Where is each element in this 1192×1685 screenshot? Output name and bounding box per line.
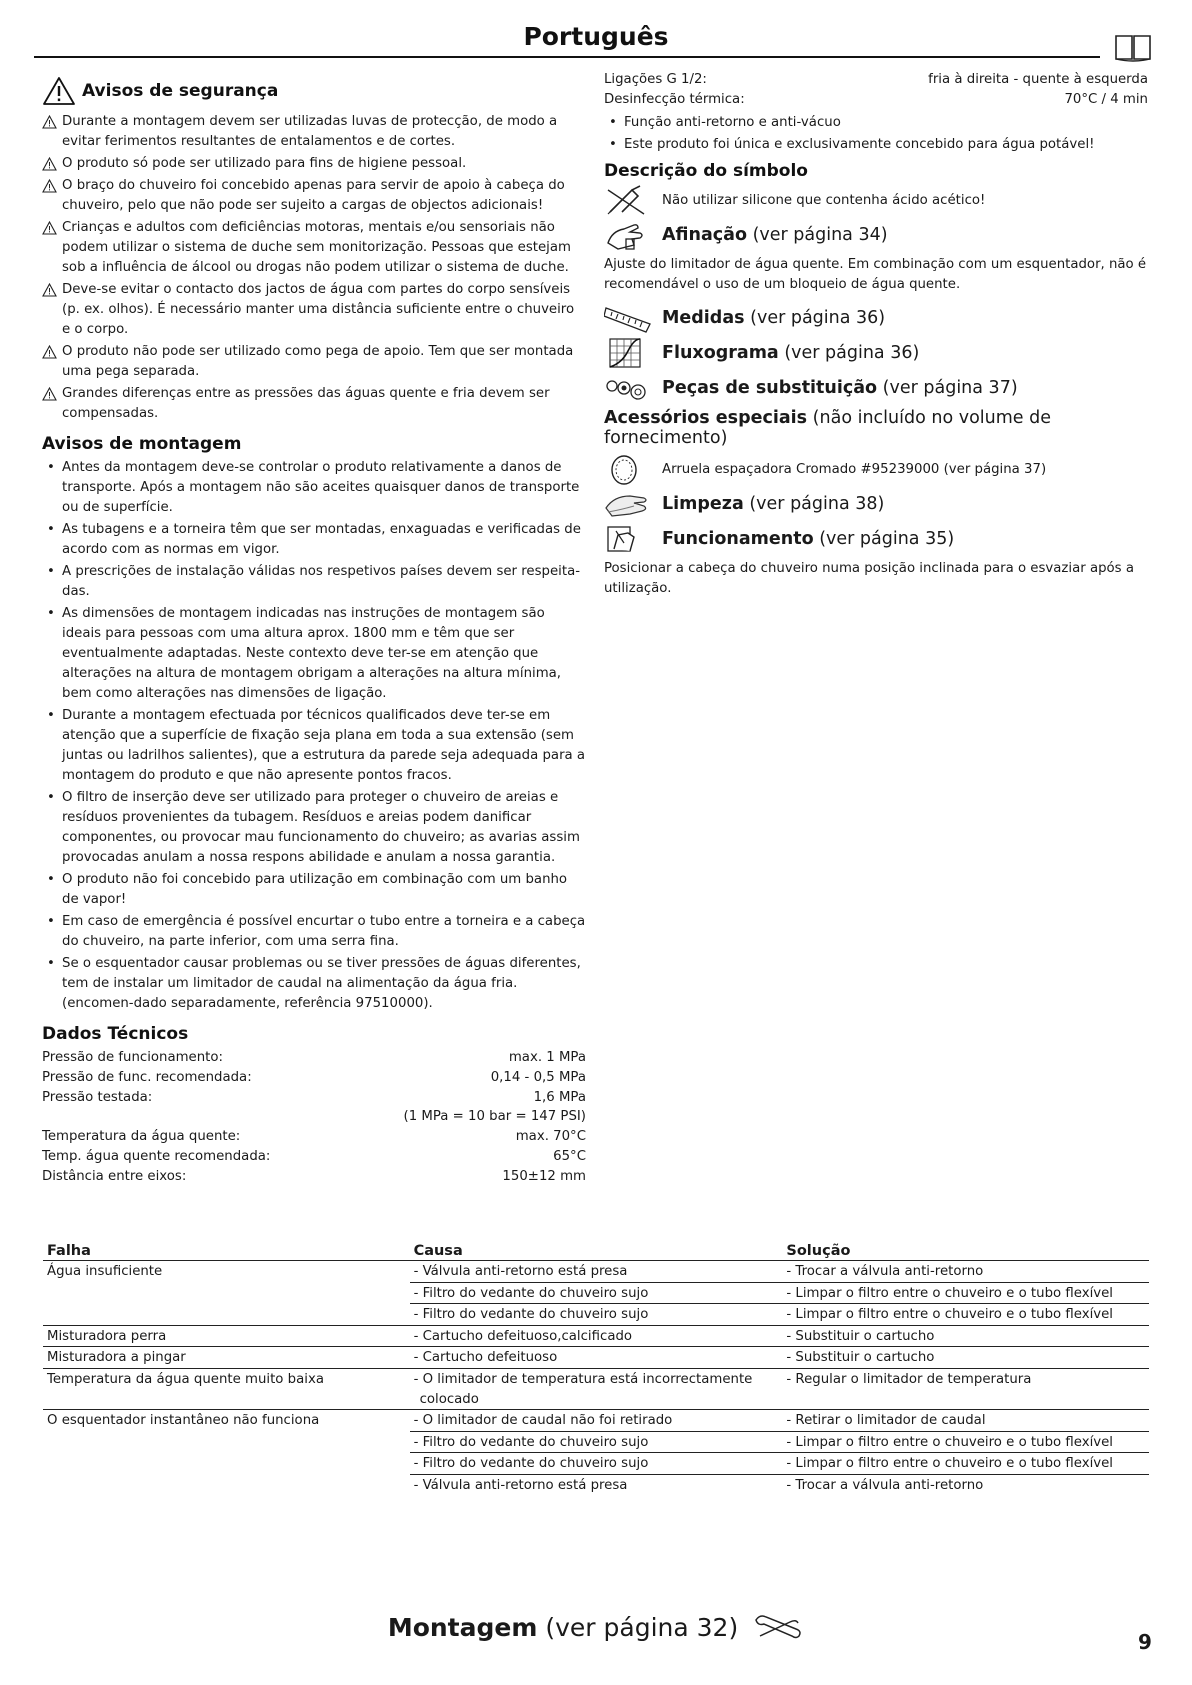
safety-item: O produto só pode ser utilizado para fins de higiene pessoal. (42, 154, 586, 174)
pecas-ref: (ver página 37) (882, 378, 1018, 399)
pecas-row (604, 371, 1148, 406)
afinacao-ref: (ver página 34) (752, 225, 888, 246)
safety-item: O produto não pode ser utilizado como pega de apoio. Tem que ser montada uma pega separada. (42, 342, 586, 382)
safety-item: Grandes diferenças entre as pressões das águas quente e fria devem ser compensadas. (42, 384, 586, 424)
fluxograma-ref: (ver página 36) (784, 343, 920, 364)
cause-cell: - Filtro do vedante do chuveiro sujo (410, 1282, 783, 1304)
fault-cell (43, 1431, 410, 1453)
funcionamento-ref: (ver página 35) (819, 529, 955, 550)
silicone-text: Não utilizar silicone que contenha ácido acético! (662, 192, 986, 208)
warning-icon (42, 157, 57, 171)
ruler-icon (604, 302, 652, 334)
acessorios-title: Acessórios especiais (604, 407, 808, 428)
funcionamento-title: Funcionamento (662, 529, 814, 550)
afinacao-text: Ajuste do limitador de água quente. Em combinação com um esquentador, não é recomendável o uso de um bloqueio de água quente. (604, 256, 1147, 292)
table-row (43, 1368, 1149, 1409)
medidas-row (604, 301, 1148, 336)
cause-cell: - O limitador de caudal não foi retirado (410, 1410, 783, 1432)
spec-row: Pressão de func. recomendada: 0,14 - 0,5 MPa (42, 1069, 586, 1085)
funcionamento-text: Posicionar a cabeça do chuveiro numa posição inclinada para o esvaziar após a utilização. (604, 560, 1134, 596)
spec-row: Pressão testada: 1,6 MPa (42, 1089, 586, 1105)
limpeza-ref: (ver página 38) (749, 494, 885, 515)
fault-table (43, 1240, 1149, 1496)
tech-heading: Dados Técnicos (42, 1024, 189, 1044)
adjust-hand-icon (604, 219, 652, 251)
fault-cell (43, 1453, 410, 1475)
warning-icon (42, 115, 57, 129)
solution-cell: - Substituir o cartucho (782, 1325, 1149, 1347)
warning-icon (42, 283, 57, 297)
tech-bullet: • Função anti-retorno e anti-vácuo (604, 113, 1148, 133)
fault-cell (43, 1304, 410, 1326)
pecas-title: Peças de substituição (662, 378, 878, 399)
tech-bullet: • Este produto foi única e exclusivamente concebido para água potável! (604, 135, 1148, 155)
fluxograma-title: Fluxograma (662, 343, 779, 364)
warning-icon (42, 76, 76, 106)
medidas-title: Medidas (662, 308, 745, 329)
assembly-item: • Antes da montagem deve-se controlar o produto relativamente a danos de transporte. Após a montagem não são aceites quaisquer danos de transporte ou de superfície. (42, 458, 586, 518)
arruela-text: Arruela espaçadora Cromado #95239000 (ver página 37) (662, 461, 1047, 477)
silicone-row (604, 183, 1148, 218)
spec-row: (1 MPa = 10 bar = 147 PSI) (403, 1109, 586, 1125)
afinacao-title: Afinação (662, 225, 747, 246)
fault-cell (43, 1474, 410, 1495)
page-number: 9 (1138, 1630, 1152, 1654)
column-header: Falha (43, 1240, 410, 1261)
table-row (43, 1282, 1149, 1304)
fault-cell: O esquentador instantâneo não funciona (47, 1413, 320, 1429)
cause-cell: - Filtro do vedante do chuveiro sujo (410, 1431, 783, 1453)
footer-assembly-ref (0, 1612, 1192, 1642)
assembly-item: • O filtro de inserção deve ser utilizado para proteger o chuveiro de areias e resíduos provenientes da tubagem. Resíduos e areias podem danificar componentes, ou provocar mau funcionamento do chuveiro; as avarias assim provocadas anulam a nossa respons abilidade e anulam a nossa garantia. (42, 788, 586, 868)
fault-header-row (43, 1240, 1149, 1261)
solution-cell: - Limpar o filtro entre o chuveiro e o tubo flexível (782, 1282, 1149, 1304)
assembly-list (42, 458, 586, 1014)
fault-cell: Misturadora a pingar (43, 1347, 410, 1369)
column-header: Causa (410, 1240, 783, 1261)
safety-heading-row (42, 74, 586, 108)
fluxograma-row (604, 336, 1148, 371)
cause-cell: - O limitador de temperatura está incorrectamente colocado (410, 1368, 783, 1409)
table-row (43, 1304, 1149, 1326)
safety-heading: Avisos de segurança (82, 81, 279, 101)
table-row (43, 1453, 1149, 1475)
tech-specs (42, 1048, 586, 1187)
safety-item: O braço do chuveiro foi concebido apenas para servir de apoio à cabeça do chuveiro, pelo que não pode ser sujeito a cargas de objectos adicionais! (42, 176, 586, 216)
table-row (43, 1261, 1149, 1283)
spacer-washer-icon (604, 453, 652, 485)
table-row (43, 1431, 1149, 1453)
spare-parts-icon (604, 372, 652, 404)
warning-icon (42, 345, 57, 359)
acessorios-row (604, 408, 1148, 448)
table-row (43, 1347, 1149, 1369)
safety-item: Deve-se evitar o contacto dos jactos de água com partes do corpo sensíveis (p. ex. olhos). É necessário manter uma distância suficiente entre o chuveiro e o corpo. (42, 280, 586, 340)
limpeza-title: Limpeza (662, 494, 744, 515)
right-column (604, 70, 1148, 605)
solution-cell: - Limpar o filtro entre o chuveiro e o tubo flexível (782, 1453, 1149, 1475)
cause-cell: - Cartucho defeituoso (410, 1347, 783, 1369)
solution-cell: - Limpar o filtro entre o chuveiro e o tubo flexível (782, 1304, 1149, 1326)
solution-cell: - Retirar o limitador de caudal (782, 1410, 1149, 1432)
assembly-item: • O produto não foi concebido para utilização em combinação com um banho de vapor! (42, 870, 586, 910)
assembly-item: • Se o esquentador causar problemas ou se tiver pressões de águas diferentes, tem de instalar um limitador de caudal na alimentação da água fria. (encomen-dado separadamente, referência 97510000). (42, 954, 586, 1014)
cause-cell: - Filtro do vedante do chuveiro sujo (410, 1304, 783, 1326)
safety-item: Durante a montagem devem ser utilizadas luvas de protecção, de modo a evitar ferimentos resultantes de entalamentos e de cortes. (42, 112, 586, 152)
funcionamento-row (604, 522, 1148, 557)
flow-chart-icon (604, 337, 652, 369)
spec-row: Temp. água quente recomendada: 65°C (42, 1148, 586, 1164)
wrench-icon (752, 1612, 804, 1642)
warning-icon (42, 179, 57, 193)
fault-cell: Água insuficiente (47, 1264, 163, 1279)
warning-icon (42, 387, 57, 401)
cause-cell: - Filtro do vedante do chuveiro sujo (410, 1453, 783, 1475)
symbols-heading: Descrição do símbolo (604, 160, 808, 181)
cleaning-hand-icon (604, 488, 652, 520)
spec-row: Temperatura da água quente: max. 70°C (42, 1129, 586, 1145)
left-column (42, 74, 586, 1187)
warning-icon (42, 221, 57, 235)
tech-bullets (604, 113, 1148, 155)
acessorios-ref: (não incluído no volume de fornecimento) (604, 407, 1051, 448)
fault-cell (43, 1282, 410, 1304)
table-row (43, 1325, 1149, 1347)
safety-list (42, 112, 586, 424)
fault-cell: Misturadora perra (43, 1325, 410, 1347)
afinacao-row (604, 218, 1148, 253)
medidas-ref: (ver página 36) (750, 308, 886, 329)
assembly-heading: Avisos de montagem (42, 434, 242, 454)
footer-title: Montagem (387, 1613, 538, 1642)
cause-cell: - Válvula anti-retorno está presa (410, 1261, 783, 1283)
assembly-item: • As tubagens e a torneira têm que ser montadas, enxaguadas e verificadas de acordo com as normas em vigor. (42, 520, 586, 560)
operation-hand-icon (604, 523, 652, 555)
column-header: Solução (782, 1240, 1149, 1261)
spec-row: Pressão de funcionamento: max. 1 MPa (42, 1050, 586, 1065)
spec-row: Ligações G 1/2: fria à direita - quente à esquerda (604, 72, 1148, 87)
cause-cell: - Cartucho defeituoso,calcificado (410, 1325, 783, 1347)
cause-cell: - Válvula anti-retorno está presa (413, 1477, 628, 1493)
solution-cell: - Substituir o cartucho (782, 1347, 1149, 1369)
solution-cell: - Regular o limitador de temperatura (782, 1368, 1149, 1409)
solution-cell: - Limpar o filtro entre o chuveiro e o tubo flexível (782, 1431, 1149, 1453)
table-row (43, 1474, 1149, 1495)
page-title: Português (523, 22, 669, 51)
assembly-item: • Em caso de emergência é possível encurtar o tubo entre a torneira e a cabeça do chuveiro, na parte inferior, com uma serra fina. (42, 912, 586, 952)
solution-cell: - Trocar a válvula anti-retorno (786, 1477, 984, 1493)
limpeza-row (604, 487, 1148, 522)
table-row (43, 1410, 1149, 1432)
assembly-item: • A prescrições de instalação válidas nos respetivos países devem ser respeita-das. (42, 562, 586, 602)
arruela-row (604, 452, 1148, 487)
assembly-item: • Durante a montagem efectuada por técnicos qualificados deve ter-se em atenção que a superfície de fixação seja plana em toda a sua extensão (sem juntas ou ladrilhos salientes), que a estrutura da parede seja adequada para a montagem do produto e que não apresente pontos fracos. (42, 706, 586, 786)
silicone-gun-icon (604, 184, 652, 216)
footer-ref: (ver página 32) (545, 1613, 739, 1642)
safety-item: Crianças e adultos com deficiências motoras, mentais e/ou sensoriais não podem utilizar o sistema de duche sem monitorização. Pessoas que estejam sob a influência de álcool ou drogas não podem utilizar o sistema de duche. (42, 218, 586, 278)
title-divider (34, 56, 1100, 58)
fault-cell: Temperatura da água quente muito baixa (43, 1368, 410, 1409)
book-icon (1114, 32, 1152, 62)
assembly-item: • As dimensões de montagem indicadas nas instruções de montagem são ideais para pessoas com uma altura aprox. 1800 mm e têm que ser eventualmente adaptadas. Neste contexto deve ter-se em atenção que alterações na altura de montagem obrigam a alterações na altura mínima, bem como alterações nas dimensões de ligação. (42, 604, 586, 704)
spec-row: Distância entre eixos: 150±12 mm (42, 1168, 586, 1184)
solution-cell: - Trocar a válvula anti-retorno (782, 1261, 1149, 1283)
spec-row: Desinfecção térmica: 70°C / 4 min (604, 91, 1148, 107)
